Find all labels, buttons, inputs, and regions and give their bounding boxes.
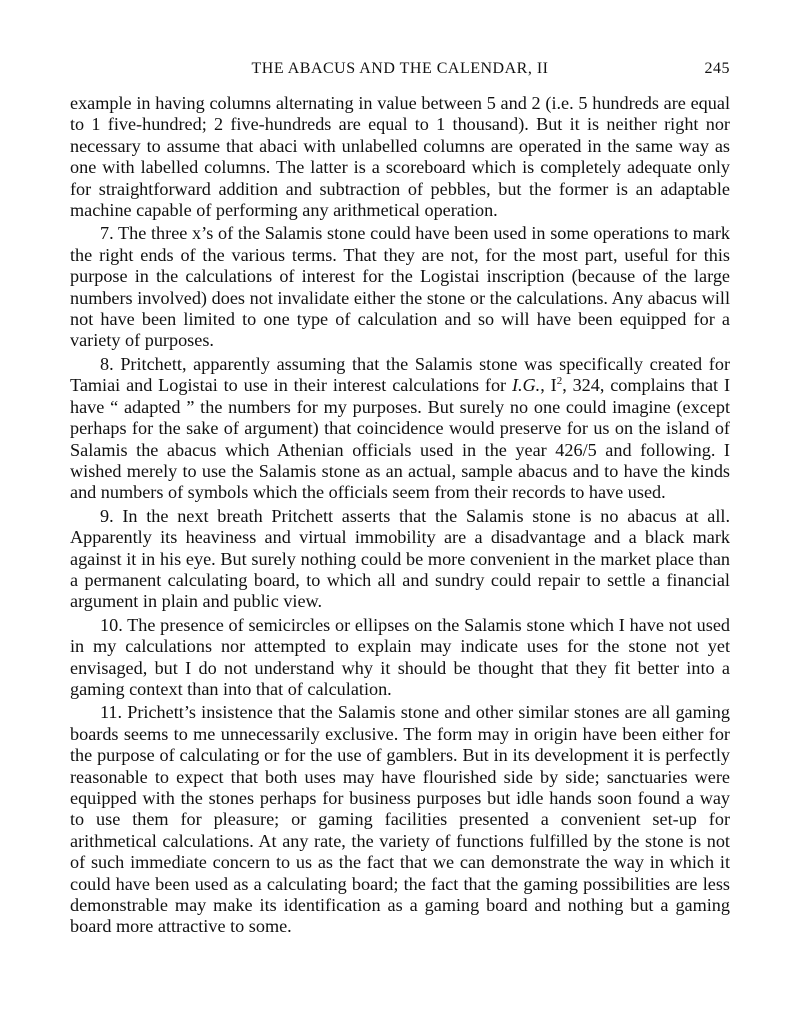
paragraph-8-after: , 324, complains that I have “ adapted ” the numbers for my purposes. But surely no one could imagine (except perhaps for the sake of argument) that coincidence would preserve for us on the island of Salamis the abacus which Athenian officials used in the year 426/5 and following. I wished merely to use the Salamis stone as an actual, sample abacus and to have the kinds and numbers of symbols which the officials seem from their records to have used.: [70, 375, 730, 503]
page: [70, 58, 730, 938]
running-title: THE ABACUS AND THE CALENDAR, II: [251, 60, 549, 77]
inscription-reference: I.G.: [511, 375, 541, 396]
reference-edition: 2: [556, 375, 563, 388]
paragraph-10: 10. The presence of semicircles or ellipses on the Salamis stone which I have not used in my calculations nor attempted to explain may indicate uses for the stone not yet envisaged, but I do not understand why it should be thought that they fit better into a gaming context than into that of calculation.: [70, 614, 730, 699]
paragraph-7: 7. The three x’s of the Salamis stone could have been used in some operations to mark the right ends of the various terms. That they are not, for the most part, useful for this purpose in the calculations of interest for the Logistai inscription (because of the large numbers involved) does not invalidate either the stone or the calculations. Any abacus will not have been limited to one type of calculation and so will have been equipped for a variety of purposes.: [70, 223, 730, 351]
page-number: 245: [704, 60, 730, 77]
paragraph-9: 9. In the next breath Pritchett asserts that the Salamis stone is no abacus at all. Apparently its heaviness and virtual immobility are a disadvantage and a black mark against it in his eye. But surely nothing could be more convenient in the market place than a permanent calculating board, to which all and sundry could repair to settle a financial argument in plain and public view.: [70, 505, 730, 612]
paragraph-8: [70, 354, 730, 504]
running-head: [70, 58, 730, 84]
reference-volume: , I: [540, 375, 557, 396]
paragraph-8-before: 8. Pritchett, apparently assuming that the Salamis stone was specifically created for Tamiai and Logistai to use in their interest calculations for: [70, 353, 730, 396]
paragraph-continued: example in having columns alternating in value between 5 and 2 (i.e. 5 hundreds are equal to 1 five-hundred; 2 five-hundreds are equal to 1 thousand). But it is neither right nor necessary to assume that abaci with unlabelled columns are operated in the same way as one with labelled columns. The latter is a scoreboard which is completely adequate only for straightforward addition and subtraction of pebbles, but the former is an adaptable machine capable of performing any arithmetical operation.: [70, 93, 730, 221]
paragraph-11: 11. Prichett’s insistence that the Salamis stone and other similar stones are all gaming boards seems to me unnecessarily exclusive. The form may in origin have been either for the purpose of calculating or for the use of gamblers. But in its development it is perfectly reasonable to expect that both uses may have flourished side by side; sanctuaries were equipped with the stones perhaps for business purposes but idle hands soon found a way to use them for pleasure; or gaming facilities presented a convenient set-up for arithmetical calculations. At any rate, the variety of functions fulfilled by the stone is not of such immediate concern to us as the fact that we can demonstrate the way in which it could have been used as a calculating board; the fact that the gaming possibilities are less demonstrable may make its identification as a gaming board and nothing but a gaming board more attractive to some.: [70, 702, 730, 937]
